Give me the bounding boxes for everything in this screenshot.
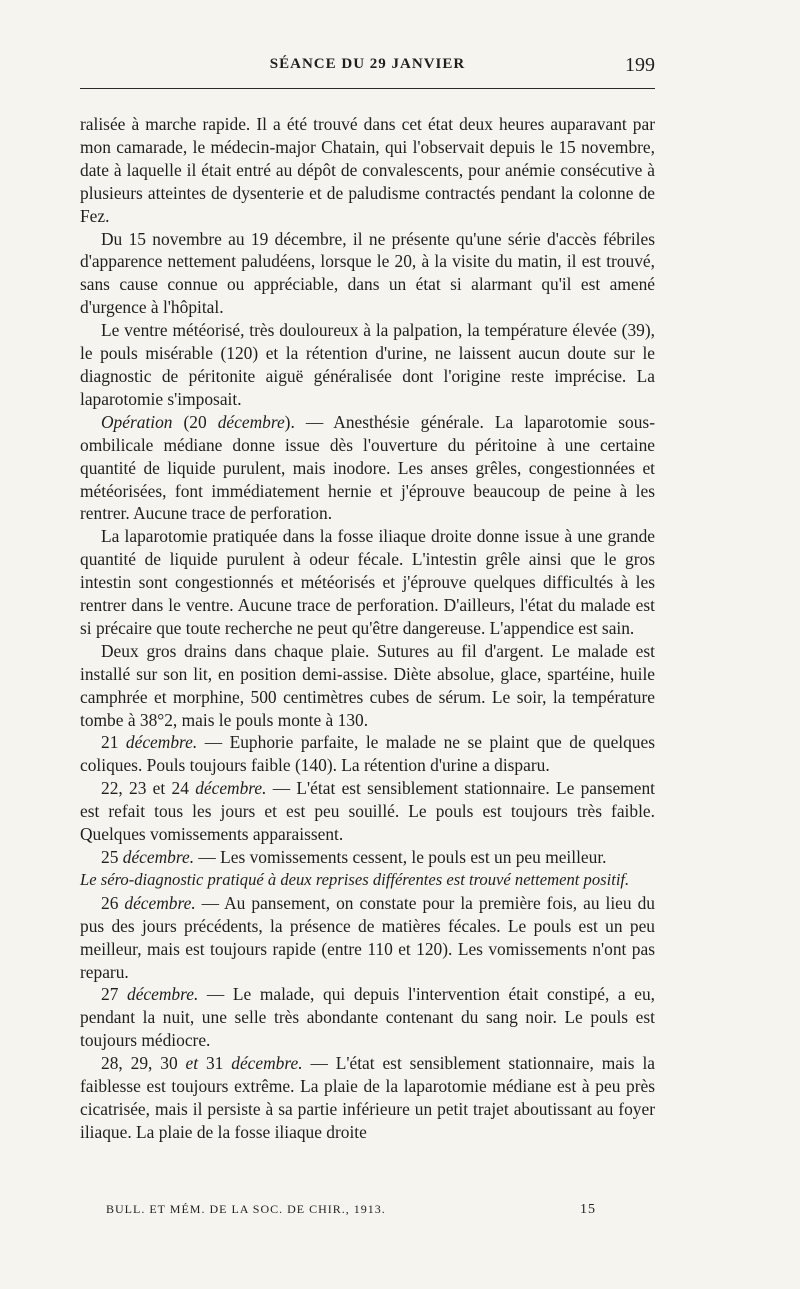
date-label: décembre. [231, 1053, 303, 1074]
day-number: 25 [101, 847, 123, 867]
entry-text: — Le malade, qui depuis l'intervention était constipé, a eu, pendant la nuit, une selle très abondante contenant du sang noir. Le pouls est toujours médiocre. [80, 984, 655, 1051]
running-title: SÉANCE DU 29 JANVIER [269, 56, 466, 72]
paragraph: ralisée à marche rapide. Il a été trouvé dans cet état deux heures auparavant par mon camarade, le médecin-major Chatain, qui l'observait depuis le 15 novembre, date à laquelle il était entré au dépôt de convalescents, pour anémie consécutive à plusieurs atteintes de dysenterie et de paludisme contractés pendant la colonne de Fez. [80, 114, 655, 226]
day-number: 26 [101, 892, 125, 913]
paragraph: Du 15 novembre au 19 décembre, il ne présente qu'une série d'accès fébriles d'apparence nettement paludéens, lorsque le 20, à la visite du matin, il est trouvé, sans cause connue ou appréciable, dans un état si alarmant qu'il est amené d'urgence à l'hôpital. [80, 228, 655, 318]
daily-entry [80, 731, 655, 777]
daily-entry [80, 983, 655, 1052]
italic-note: Le séro-diagnostic pratiqué à deux reprises différentes est trouvé nettement positif. [80, 869, 630, 889]
conjunction: et [185, 1053, 199, 1074]
paragraph-operation [80, 411, 655, 526]
paragraph: Deux gros drains dans chaque plaie. Sutures au fil d'argent. Le malade est installé sur son lit, en position demi-assise. Diète absolue, glace, spartéine, huile camphrée et morphine, 500 centimètres cubes de sérum. Le soir, la température tombe à 38°2, mais le pouls monte à 130. [80, 640, 655, 730]
signature-mark: 15 [580, 1202, 596, 1217]
page-footer [106, 1202, 596, 1222]
daily-entry [80, 1052, 655, 1144]
date-label: décembre. [127, 984, 199, 1005]
paren-open: (20 [172, 411, 218, 432]
day-number: 27 [101, 984, 127, 1005]
daily-entry [80, 846, 655, 869]
date-label: décembre. [125, 732, 198, 753]
date-label: décembre. [124, 892, 196, 913]
entry-text: — Au pansement, on constate pour la première fois, au lieu du pus des jours précédents, la présence de matières fécales. Le pouls est un peu meilleur, mais est toujours rapide (entre 110 et 120). Les vomissements n'ont pas reparu. [80, 892, 655, 982]
date-label: décembre. [195, 778, 267, 799]
daily-entry [80, 892, 655, 984]
page-header [80, 54, 655, 89]
daily-entry [80, 777, 655, 846]
paragraph: La laparotomie pratiquée dans la fosse iliaque droite donne issue à une grande quantité de liquide purulent à odeur fécale. L'intestin grêle ainsi que le gros intestin sont congestionnés et météorisés et j'éprouve quelques difficultés à les rentrer dans le ventre. Aucune trace de perforation. D'ailleurs, l'état du malade est si précaire que toute recherche ne peut qu'être dangereuse. L'appendice est sain. [80, 526, 655, 638]
section-label: Opération [101, 411, 173, 432]
entry-text: — L'état est sensiblement stationnaire, mais la faiblesse est toujours extrême. La plaie de la laparotomie médiane est à peu près cicatrisée, mais il persiste à sa partie inférieure un petit trajet aboutissant au foyer iliaque. La plaie de la fosse iliaque droite [80, 1053, 655, 1142]
day-number: 28, 29, 30 [101, 1053, 186, 1074]
date-label: décembre [217, 411, 285, 432]
day-number: 31 [198, 1053, 232, 1074]
day-number: 22, 23 et 24 [101, 778, 196, 799]
journal-citation: BULL. ET MÉM. DE LA SOC. DE CHIR., 1913. [106, 1202, 386, 1216]
entry-text: — Euphorie parfaite, le malade ne se plaint que de quelques coliques. Pouls toujours faible (140). La rétention d'urine a disparu. [80, 732, 655, 776]
paragraph: Le ventre météorisé, très douloureux à la palpation, la température élevée (39), le pouls misérable (120) et la rétention d'urine, ne laissent aucun doute sur le diagnostic de péritonite aiguë généralisée dont l'origine reste imprécise. La laparotomie s'imposait. [80, 320, 655, 409]
day-number: 21 [101, 732, 126, 753]
entry-text: — Les vomissements cessent, le pouls est un peu meilleur. [194, 847, 607, 867]
entry-text: — L'état est sensiblement stationnaire. Le pansement est refait tous les jours et est peu souillé. Le pouls est toujours très faible. Quelques vomissements apparaissent. [80, 778, 655, 845]
article-body [80, 113, 655, 1144]
date-label: décembre. [122, 847, 195, 867]
paragraph-text: ). — Anesthésie générale. La laparotomie sous-ombilicale médiane donne issue dès l'ouverture du péritoine à une certaine quantité de liquide purulent, mais inodore. Les anses grêles, congestionnées et météorisées, font immédiatement hernie et j'éprouve beaucoup de peine à les rentrer. Aucune trace de perforation. [80, 411, 655, 524]
page-number: 199 [625, 54, 655, 76]
